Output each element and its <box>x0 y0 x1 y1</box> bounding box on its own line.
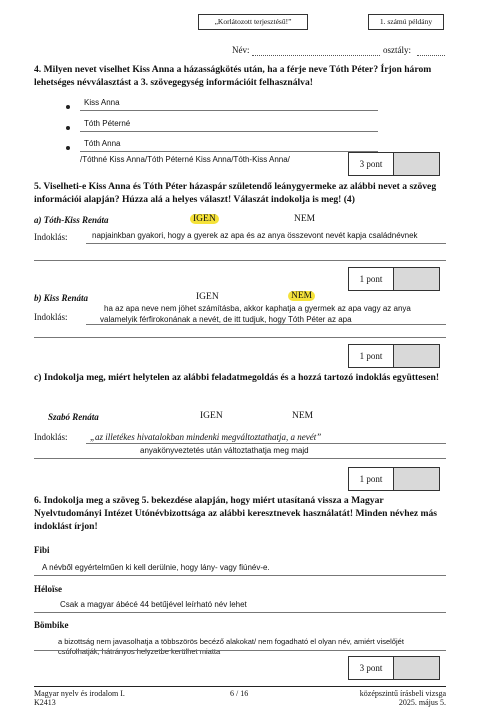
reason-label: Indoklás: <box>34 232 68 242</box>
q6-name-2: Héloïse <box>34 584 62 594</box>
q4-points-box <box>348 152 440 176</box>
points-label: 1 pont <box>349 345 394 367</box>
answer-line <box>34 337 446 338</box>
answer-line <box>34 260 446 261</box>
points-label: 1 pont <box>349 268 394 290</box>
q5a-label: a) Tóth-Kiss Renáta <box>34 215 109 225</box>
answer-line <box>34 612 446 613</box>
answer-line <box>34 575 446 576</box>
answer-line <box>80 110 378 111</box>
score-field <box>394 468 439 490</box>
q6-answer-2: Csak a magyar ábécé 44 betűjével leírható név lehet <box>60 600 247 609</box>
q4-question: 4. Milyen nevet viselhet Kiss Anna a házasságkötés után, ha a férje neve Tóth Péter? Írjon három lehetséges névválasztást a 3. szövegegység információit felhasználva! <box>34 64 432 88</box>
bullet-icon <box>66 146 70 150</box>
answer-line <box>86 243 446 244</box>
answer-line <box>34 458 446 459</box>
score-field <box>394 268 439 290</box>
q6-answer-3-line-1: a bizottság nem javasolhatja a többszörös becéző alakokat/ nem fogadható el olyan név, amiért viselőjét <box>58 637 404 646</box>
answer-line <box>86 324 446 325</box>
q5b-label: b) Kiss Renáta <box>34 293 89 303</box>
q4-extra-answers: /Tóthné Kiss Anna/Tóth Péterné Kiss Anna/Tóth-Kiss Anna/ <box>80 155 290 164</box>
footer-date: 2025. május 5. <box>398 698 446 707</box>
q4-answer-3: Tóth Anna <box>84 139 121 148</box>
footer-exam: középszintű írásbeli vizsga <box>359 689 446 698</box>
q4-answer-2: Tóth Péterné <box>84 119 131 128</box>
q6-points-box <box>348 656 440 680</box>
q5c-question: c) Indokolja meg, miért helytelen az alábbi feladatmegoldás és a hozzá tartozó indoklás együttesen! <box>34 372 440 383</box>
q5b-points-box <box>348 344 440 368</box>
q5c-handwritten-reason: anyakönyveztetés után változtathatja meg majd <box>140 446 309 455</box>
q6-name-1: Fibi <box>34 545 50 555</box>
q5c-label: Szabó Renáta <box>48 412 99 422</box>
score-field <box>394 153 439 175</box>
class-label: osztály: <box>383 45 411 55</box>
q5c-printed-reason: „az illetékes hivatalokban mindenki megváltoztathatja, a nevét” <box>90 432 322 442</box>
score-field <box>394 657 439 679</box>
q5b-yes[interactable]: IGEN <box>196 292 219 302</box>
footer-left <box>34 689 125 707</box>
q5b-no[interactable]: NEM <box>288 291 315 301</box>
answer-line <box>80 151 378 152</box>
reason-label: Indoklás: <box>34 432 68 442</box>
q5a-no[interactable]: NEM <box>294 214 316 224</box>
page-number: 6 / 16 <box>230 689 249 698</box>
q5c-points-box <box>348 467 440 491</box>
score-field <box>394 345 439 367</box>
q5b-reason-2: valamelyik férfirokonának a nevét, de itt tudjuk, hogy Tóth Péter az apa <box>100 315 352 324</box>
q5b-reason-1: ha az apa neve nem jöhet számításba, akkor kaphatja a gyermek az apa vagy az anya <box>104 304 411 313</box>
footer-divider <box>34 686 446 687</box>
q6-answer-1: A névből egyértelműen ki kell derülnie, hogy lány- vagy fiúnév-e. <box>42 563 270 572</box>
bullet-icon <box>66 126 70 130</box>
q5a-points-box <box>348 267 440 291</box>
q6-name-3: Bömbike <box>34 620 69 630</box>
points-label: 3 pont <box>349 657 394 679</box>
answer-line <box>34 650 446 651</box>
footer-code: K2413 <box>34 698 56 707</box>
copy-number-box: 1. számú példány <box>368 14 444 30</box>
q4-answer-1: Kiss Anna <box>84 98 120 107</box>
q5c-no[interactable]: NEM <box>292 411 314 421</box>
answer-line <box>86 443 446 444</box>
answer-line <box>80 131 378 132</box>
bullet-icon <box>66 105 70 109</box>
q6-answer-3-line-2: csúfolhatják, hátrányos helyzetbe kerülhet miatta <box>58 647 221 656</box>
points-label: 1 pont <box>349 468 394 490</box>
q6-question: 6. Indokolja meg a szöveg 5. bekezdése alapján, hogy miért utasítaná vissza a Magyar Nyelvtudományi Intézet Utónévbizottsága az alábbi keresztnevek használatát! Minden névhez más indoklást írjon! <box>34 495 438 532</box>
footer-right <box>334 689 446 707</box>
restricted-label: „Korlátozott terjesztésű!” <box>198 14 308 30</box>
name-field[interactable] <box>252 55 380 56</box>
q5a-reason: napjainkban gyakori, hogy a gyerek az apa és az anya összevont nevét kapja családnévnek <box>92 231 418 240</box>
name-label: Név: <box>232 45 250 55</box>
class-field[interactable] <box>417 55 445 56</box>
q5a-yes[interactable]: IGEN <box>190 214 219 224</box>
reason-label: Indoklás: <box>34 312 68 322</box>
footer-subject: Magyar nyelv és irodalom I. <box>34 689 125 698</box>
points-label: 3 pont <box>349 153 394 175</box>
q5c-yes[interactable]: IGEN <box>200 411 223 421</box>
q5-question: 5. Viselheti-e Kiss Anna és Tóth Péter házaspár születendő leánygyermeke az alábbi nevet a szöveg információi alapján? Húzza alá a helyes választ! Válaszát indokolja is meg! (4) <box>34 181 437 205</box>
